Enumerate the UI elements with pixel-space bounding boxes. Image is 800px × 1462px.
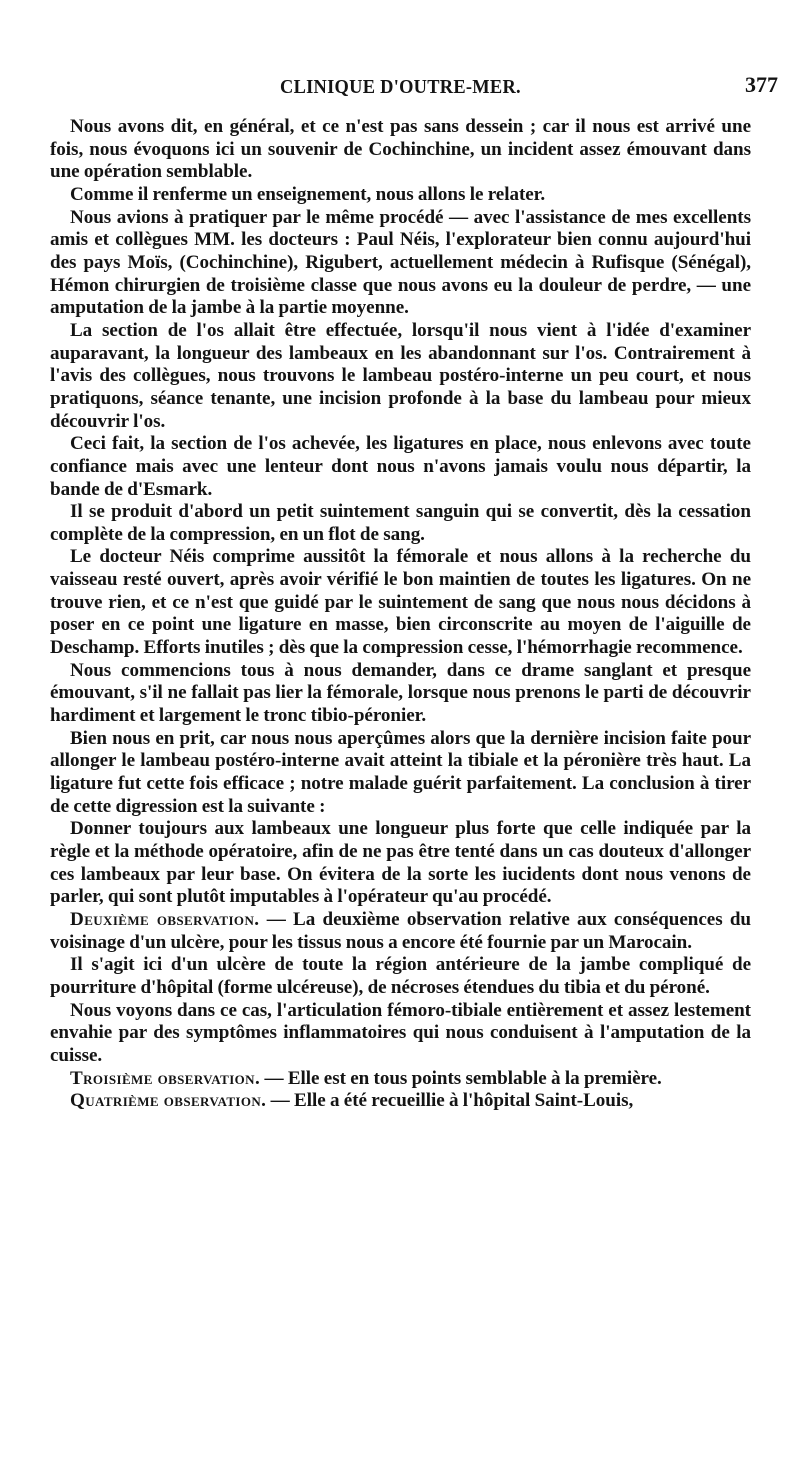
paragraph: Bien nous en prit, car nous nous aperçûmes alors que la dernière incision faite pour allonger le lambeau postéro-interne avait atteint la tibiale et la péronière très haut. La ligature fut cette fois efficace ; notre malade guérit parfaitement. La conclusion à tirer de cette digression est la suivante :: [50, 727, 751, 817]
paragraph: Nous avons dit, en général, et ce n'est pas sans dessein ; car il nous est arrivé une fois, nous évoquons ici un souvenir de Cochinchine, un incident assez émouvant dans une opération semblable.: [50, 116, 751, 183]
observation-paragraph: [50, 909, 751, 954]
body-text: [50, 116, 751, 1113]
page-number: 377: [745, 72, 778, 97]
paragraph: Donner toujours aux lambeaux une longueur plus forte que celle indiquée par la règle et la méthode opératoire, afin de ne pas être tenté dans un cas douteux d'allonger ces lambeaux par leur base. On évitera de la sorte les iucidents dont nous venons de parler, qui sont plutôt imputables à l'opérateur qu'au procédé.: [50, 818, 751, 908]
page-header: [48, 72, 778, 102]
observation-heading: Deuxième observation.: [70, 908, 260, 930]
paragraph: Le docteur Néis comprime aussitôt la fémorale et nous allons à la recherche du vaisseau resté ouvert, après avoir vérifié le bon maintien de toutes les ligatures. On ne trouve rien, et ce n'est que guidé par le suintement de sang que nous nous décidons à poser en ce point une ligature en masse, bien circonscrite au moyen de l'aiguille de Deschamp. Efforts inutiles ; dès que la compression cesse, l'hémorrhagie recommence.: [50, 546, 751, 659]
paragraph: Ceci fait, la section de l'os achevée, les ligatures en place, nous enlevons avec toute confiance mais avec une lenteur dont nous n'avons jamais voulu nous départir, la bande de d'Esmark.: [50, 433, 751, 500]
running-title: CLINIQUE D'OUTRE-MER.: [280, 76, 521, 98]
observation-text: — Elle a été recueillie à l'hôpital Saint-Louis,: [270, 1090, 634, 1112]
observation-heading: Quatrième observation.: [70, 1090, 267, 1112]
paragraph: Il se produit d'abord un petit suintement sanguin qui se convertit, dès la cessation complète de la compression, en un flot de sang.: [50, 501, 751, 545]
paragraph: La section de l'os allait être effectuée, lorsqu'il nous vient à l'idée d'examiner auparavant, la longueur des lambeaux en les abandonnant sur l'os. Contrairement à l'avis des collègues, nous trouvons le lambeau postéro-interne un peu court, et nous pratiquons, séance tenante, une incision profonde à la base du lambeau pour mieux découvrir l'os.: [50, 319, 751, 432]
observation-paragraph: [50, 1090, 751, 1113]
paragraph: Nous voyons dans ce cas, l'articulation fémoro-tibiale entièrement et assez lestement envahie par des symptômes inflammatoires qui nous conduisent à l'amputation de la cuisse.: [50, 999, 751, 1066]
paragraph: Nous avions à pratiquer par le même procédé — avec l'assistance de mes excellents amis et collègues MM. les docteurs : Paul Néis, l'explorateur bien connu aujourd'hui des pays Moïs, (Cochinchine), Rigubert, actuellement médecin à Rufisque (Sénégal), Hémon chirurgien de troisième classe que nous avons eu la douleur de perdre, — une amputation de la jambe à la partie moyenne.: [50, 206, 751, 319]
observation-paragraph: [50, 1068, 751, 1091]
paragraph: Comme il renferme un enseignement, nous allons le relater.: [70, 183, 546, 205]
observation-heading: Troisième observation.: [70, 1067, 261, 1089]
observation-text: — Elle est en tous points semblable à la première.: [264, 1067, 662, 1089]
paragraph: Il s'agit ici d'un ulcère de toute la région antérieure de la jambe compliqué de pourriture d'hôpital (forme ulcéreuse), de nécroses étendues du tibia et du péroné.: [50, 954, 751, 998]
paragraph: Nous commencions tous à nous demander, dans ce drame sanglant et presque émouvant, s'il ne fallait pas lier la fémorale, lorsque nous prenons le parti de découvrir hardiment et largement le tronc tibio-péronier.: [50, 659, 751, 727]
observation-text: — La deuxième observation relative aux conséquences du voisinage d'un ulcère, pour les tissus nous a encore été fournie par un Marocain.: [50, 908, 752, 953]
